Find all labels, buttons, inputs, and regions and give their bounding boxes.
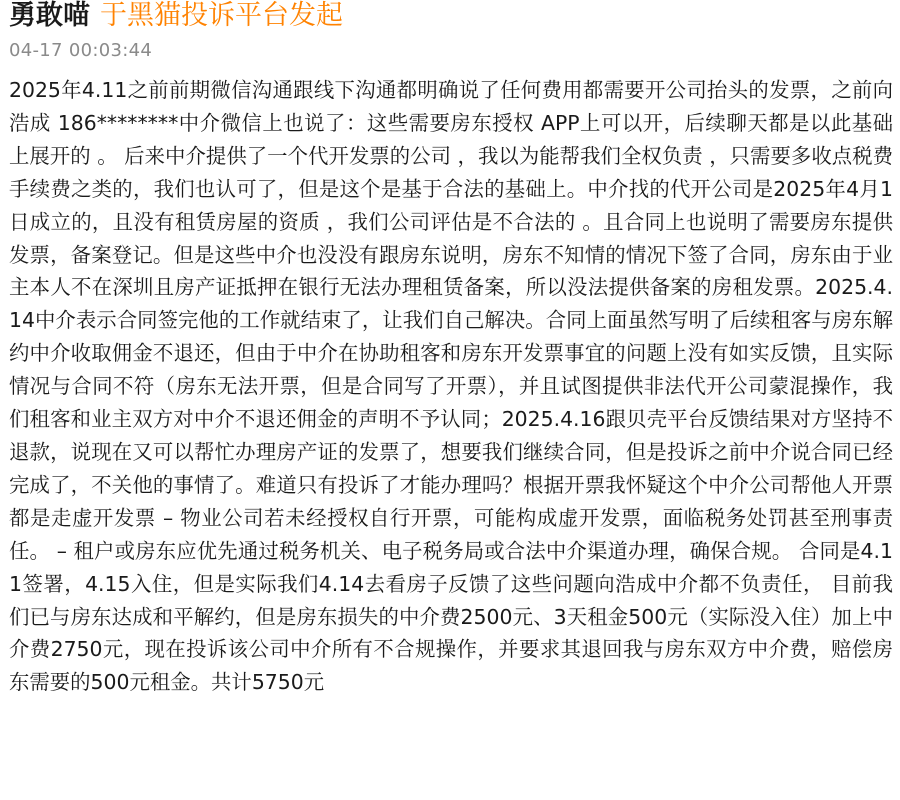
post-header	[9, 0, 343, 34]
author-name[interactable]: 勇敢喵	[9, 0, 90, 31]
post-body-text: 2025年4.11之前前期微信沟通跟线下沟通都明确说了任何费用都需要开公司抬头的发票，之前向浩成 186********中介微信上也说了：这些需要房东授权 APP上可以开，后续聊天都是以此基础上展开的 。 后来中介提供了一个代开发票的公司 ，我以为能帮我们全权负责 ，只需要多收点税费手续费之类的，我们也认可了，但是这个是基于合法的基础上。中介找的代开公司是2025年4月1日成立的，且没有租赁房屋的资质 ，我们公司评估是不合法的 。且合同上也说明了需要房东提供发票，备案登记。但是这些中介也没没有跟房东说明，房东不知情的情况下签了合同，房东由于业主本人不在深圳且房产证抵押在银行无法办理租赁备案，所以没法提供备案的房租发票。2025.4.14中介表示合同签完他的工作就结束了，让我们自己解决。合同上面虽然写明了后续租客与房东解约中介收取佣金不退还，但由于中介在协助租客和房东开发票事宜的问题上没有如实反馈，且实际情况与合同不符（房东无法开票，但是合同写了开票），并且试图提供非法代开公司蒙混操作，我们租客和业主双方对中介不退还佣金的声明不予认同；2025.4.16跟贝壳平台反馈结果对方坚持不退款，说现在又可以帮忙办理房产证的发票了，想要我们继续合同，但是投诉之前中介说合同已经完成了，不关他的事情了。难道只有投诉了才能办理吗？根据开票我怀疑这个中介公司帮他人开票都是走虚开发票 – 物业公司若未经授权自行开票，可能构成虚开发票，面临税务处罚甚至刑事责任。 – 租户或房东应优先通过税务机关、电子税务局或合法中介渠道办理，确保合规。 合同是4.11签署，4.15入住，但是实际我们4.14去看房子反馈了这些问题向浩成中介都不负责任， 目前我们已与房东达成和平解约，但是房东损失的中介费2500元、3天租金500元（实际没入住）加上中介费2750元，现在投诉该公司中介所有不合规操作，并要求其退回我与房东双方中介费，赔偿房东需要的500元租金。共计5750元	[9, 78, 894, 695]
post-timestamp: 04-17 00:03:44	[9, 40, 153, 61]
source-platform-link[interactable]: 于黑猫投诉平台发起	[100, 0, 343, 31]
